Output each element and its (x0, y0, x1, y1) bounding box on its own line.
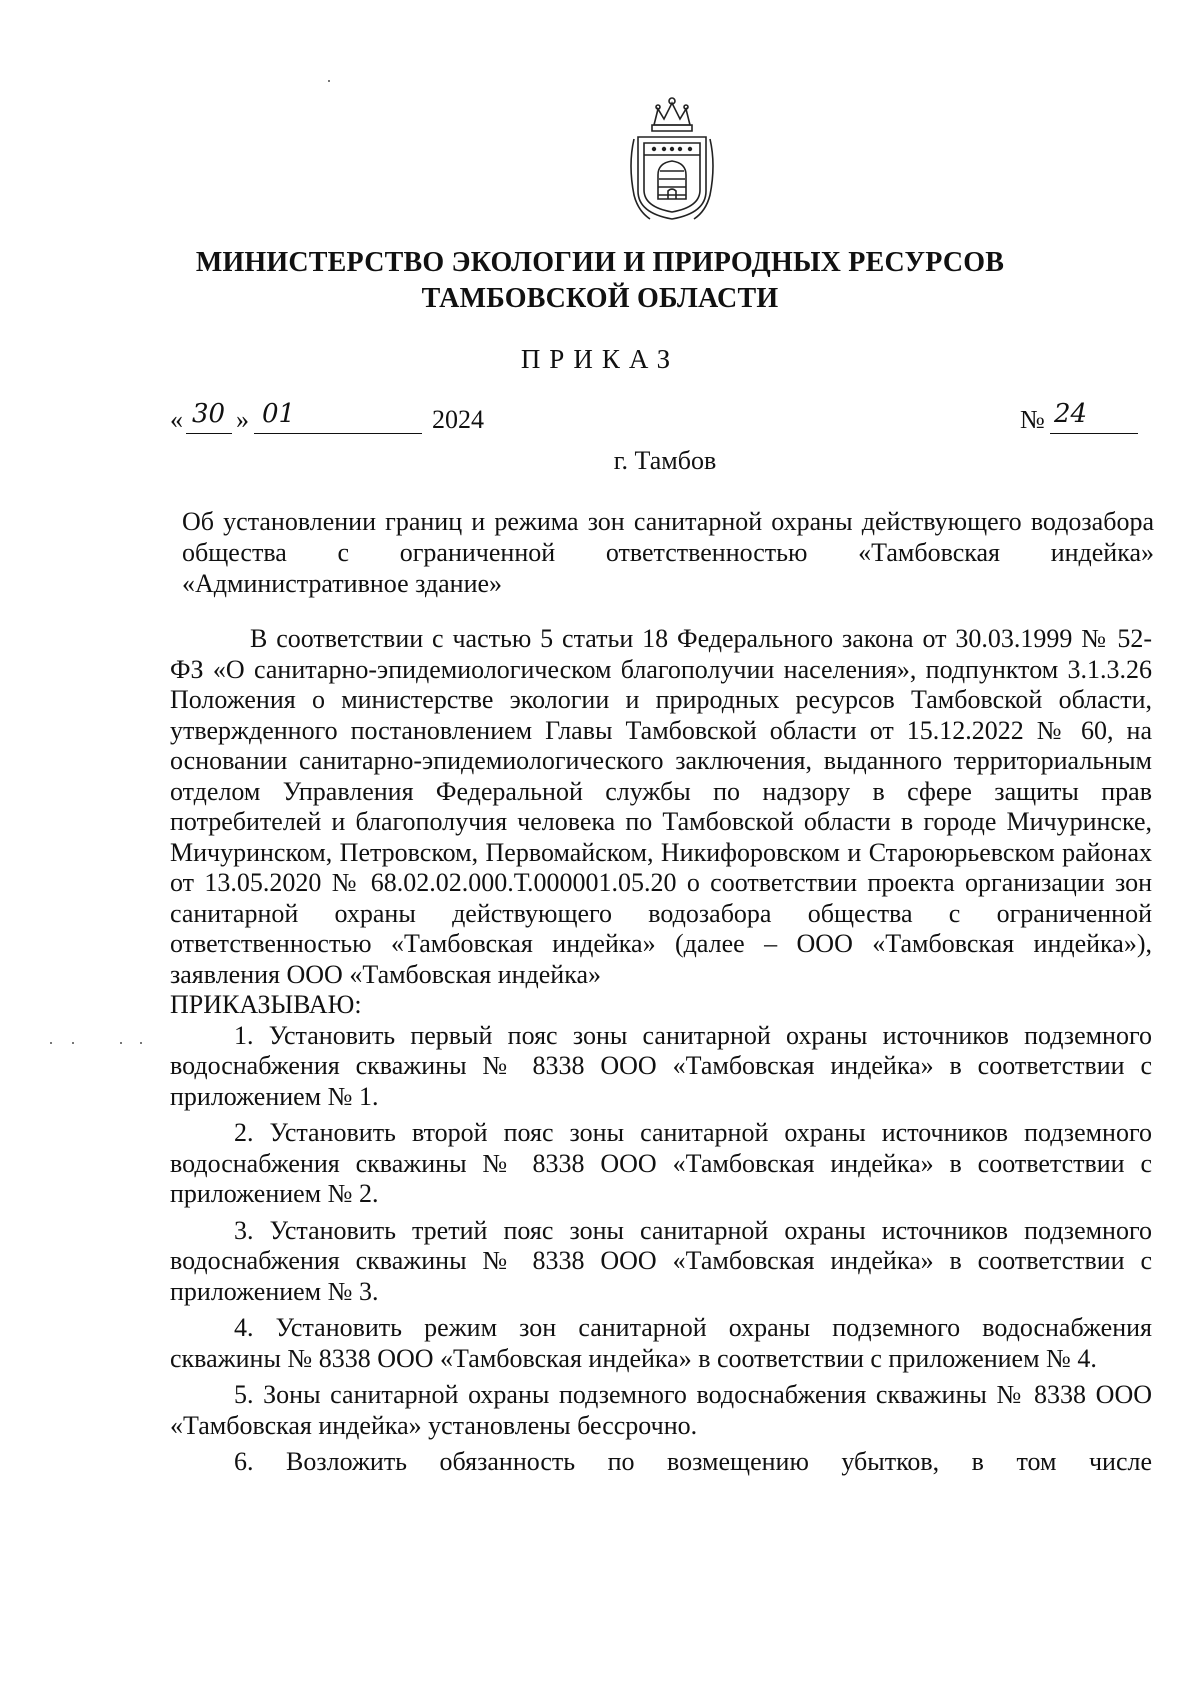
document-type-heading: ПРИКАЗ (520, 344, 680, 374)
list-item: 1. Установить первый пояс зоны санитарной охраны источников подземного водоснабжения скважины № 8338 ООО «Тамбовская индейка» в соответствии с приложением № 1. (170, 1020, 1152, 1111)
preamble-paragraph: В соответствии с частью 5 статьи 18 Федерального закона от 30.03.1999 № 52-ФЗ «О санитарно-эпидемиологическом благополучии населения», подпунктом 3.1.3.26 Положения о министерстве экологии и природных ресурсов Тамбовской области, утвержденного постановлением Главы Тамбовской области от 15.12.2022 № 60, на основании санитарно-эпидемиологического заключения, выданного территориальным отделом Управления Федеральной службы по надзору в сфере защиты прав потребителей и благополучия человека по Тамбовской области в городе Мичуринске, Мичуринском, Петровском, Первомайском, Никифоровском и Староюрьевском районах от 13.05.2020 № 68.02.02.000.Т.000001.05.20 о соответствии проекта организации зон санитарной охраны действующего водозабора общества с ограниченной ответственностью «Тамбовская индейка» (далее – ООО «Тамбовская индейка»), заявления ООО «Тамбовская индейка» (170, 624, 1152, 989)
list-item: 2. Установить второй пояс зоны санитарной охраны источников подземного водоснабжения скважины № 8338 ООО «Тамбовская индейка» в соответствии с приложением № 2. (170, 1118, 1152, 1208)
date-day: 30 (192, 399, 226, 429)
date-close-quote: » (236, 405, 249, 434)
date-year: 2024 (432, 405, 484, 434)
list-item: 3. Установить третий пояс зоны санитарной охраны источников подземного водоснабжения скважины № 8338 ООО «Тамбовская индейка» в соответствии с приложением № 3. (170, 1215, 1152, 1306)
scan-artifact (72, 1042, 74, 1044)
scan-artifact (140, 1042, 142, 1044)
list-item: 6. Возложить обязанность по возмещению убытков, в том числе (234, 1447, 1152, 1476)
city-name: г. Тамбов (613, 446, 717, 475)
date-day-underline (186, 433, 232, 434)
number-value: 24 (1054, 399, 1088, 429)
list-item: 5. Зоны санитарной охраны подземного водоснабжения скважины № 8338 ООО «Тамбовская индейка» установлены бессрочно. (170, 1380, 1152, 1440)
date-open-quote: « (170, 405, 183, 434)
number-sign: № (1020, 405, 1045, 434)
scan-artifact (328, 80, 330, 82)
date-month-underline (254, 433, 422, 434)
ministry-name-line2: ТАМБОВСКОЙ ОБЛАСТИ (421, 283, 779, 314)
order-word: ПРИКАЗЫВАЮ: (170, 990, 362, 1019)
scan-artifact (120, 1042, 122, 1044)
ministry-name-line1: МИНИСТЕРСТВО ЭКОЛОГИИ И ПРИРОДНЫХ РЕСУРСОВ (195, 247, 1005, 278)
scan-artifact (50, 1042, 52, 1044)
order-body (170, 624, 1152, 1478)
number-underline (1050, 433, 1138, 434)
coat-of-arms-emblem (624, 95, 720, 223)
date-month: 01 (262, 399, 296, 429)
list-item: 4. Установить режим зон санитарной охраны подземного водоснабжения скважины № 8338 ООО «Тамбовская индейка» в соответствии с приложением № 4. (170, 1313, 1152, 1373)
order-title: Об установлении границ и режима зон санитарной охраны действующего водозабора общества с ограниченной ответственностью «Тамбовская индейка» «Административное здание» (182, 507, 1154, 598)
